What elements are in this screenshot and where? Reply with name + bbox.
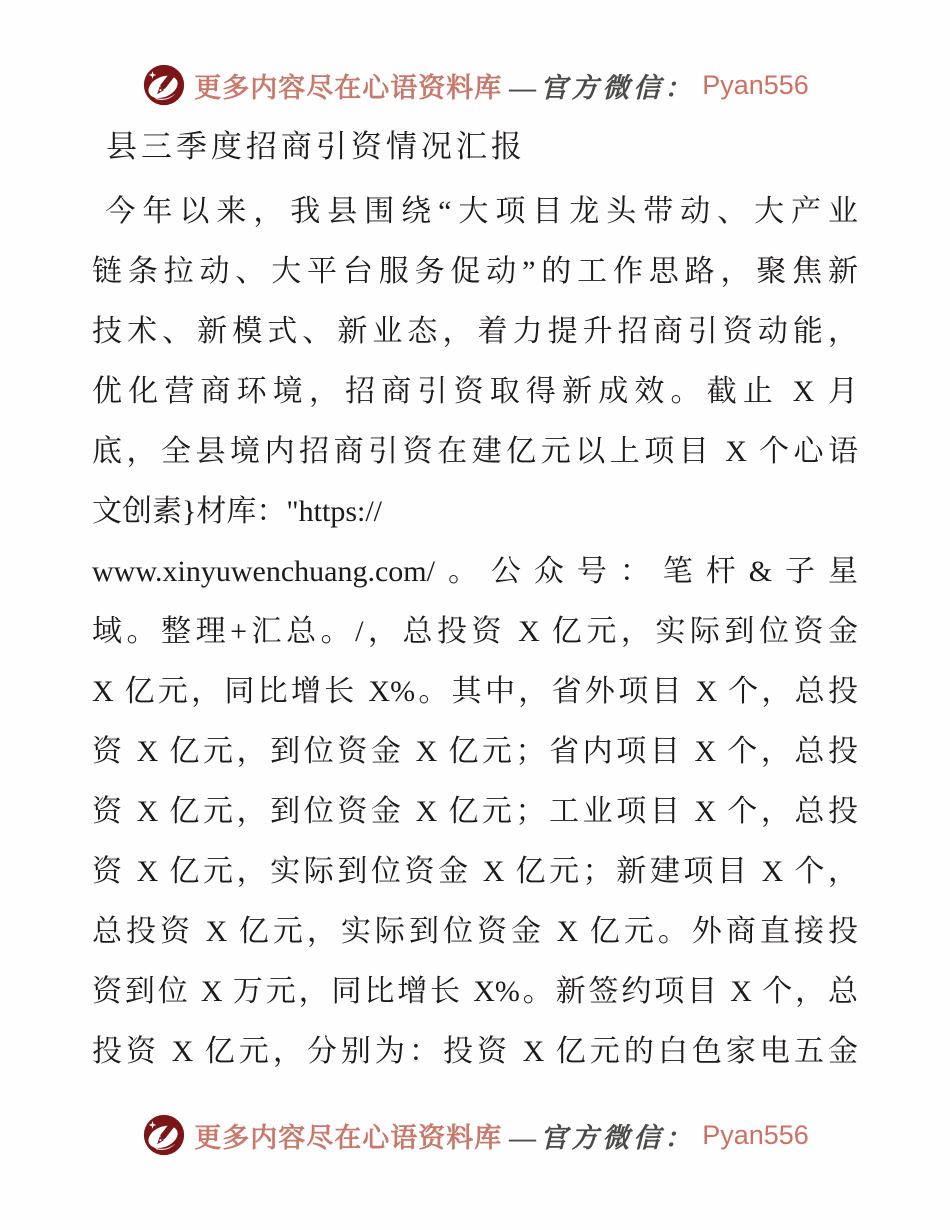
header-watermark: [0, 62, 950, 108]
watermark-wechat-id: Pyan556: [702, 1119, 809, 1150]
body-line: 底，全县境内招商引资在建亿元以上项目 X 个心语: [92, 435, 858, 468]
body-line: 技术、新模式、新业态，着力提升招商引资动能，: [92, 315, 858, 348]
watermark-wechat-id: Pyan556: [702, 69, 809, 100]
body-line: 总投资 X 亿元，实际到位资金 X 亿元。外商直接投: [92, 915, 858, 948]
body-line: 文创素}材库："https://: [92, 495, 382, 528]
document-body: [92, 182, 858, 1082]
body-line: 投资 X 亿元，分别为：投资 X 亿元的白色家电五金: [92, 1035, 858, 1068]
body-line: 链条拉动、大平台服务促动”的工作思路，聚焦新: [92, 255, 858, 288]
brand-pen-logo-icon: [141, 62, 187, 108]
document-title: 县三季度招商引资情况汇报: [105, 129, 526, 164]
body-line: 今年以来，我县围绕“大项目龙头带动、大产业: [105, 195, 858, 228]
body-line: www.xinyuwenchuang.com/。公众号：笔杆&子星: [92, 555, 858, 588]
brand-pen-logo-icon: [141, 1112, 187, 1158]
body-line: 资 X 亿元，实际到位资金 X 亿元；新建项目 X 个，: [92, 855, 858, 888]
body-line: X 亿元，同比增长 X%。其中，省外项目 X 个，总投: [92, 675, 858, 708]
watermark-brand-text: 更多内容尽在心语资料库: [194, 1122, 503, 1153]
body-line: 域。整理+汇总。/，总投资 X 亿元，实际到位资金: [92, 615, 858, 648]
body-line: 优化营商环境，招商引资取得新成效。截止 X 月: [92, 375, 858, 408]
footer-watermark: [0, 1112, 950, 1158]
body-line: 资 X 亿元，到位资金 X 亿元；省内项目 X 个，总投: [92, 735, 858, 768]
watermark-brand-text: 更多内容尽在心语资料库: [194, 72, 503, 103]
watermark-wechat-label: —官方微信：: [509, 72, 696, 103]
body-line: 资到位 X 万元，同比增长 X%。新签约项目 X 个，总: [92, 975, 858, 1008]
body-line: 资 X 亿元，到位资金 X 亿元；工业项目 X 个，总投: [92, 795, 858, 828]
watermark-wechat-label: —官方微信：: [509, 1122, 696, 1153]
